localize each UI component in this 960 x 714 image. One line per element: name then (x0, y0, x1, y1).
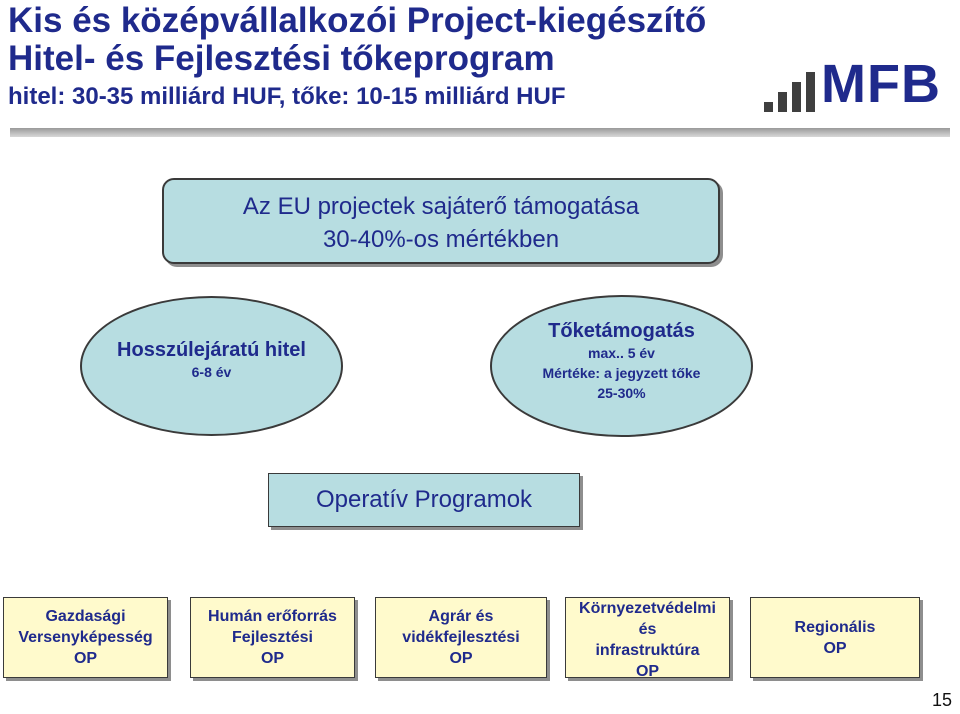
eu-support-line2: 30-40%-os mértékben (322, 226, 560, 253)
program-line: Környezetvédelmi (579, 600, 716, 617)
slide-title-line1: Kis és középvállalkozói Project-kiegészítő (8, 1, 707, 40)
logo-bar-3 (792, 82, 801, 112)
program-line: OP (260, 650, 285, 667)
mfb-logo (764, 54, 960, 114)
equity-support-detail3: 25-30% (597, 385, 646, 401)
long-term-loan-ellipse (80, 296, 343, 436)
logo-bar-1 (764, 102, 773, 112)
header-divider (10, 128, 950, 137)
program-line: és (638, 621, 657, 638)
program-line: infrastruktúra (595, 642, 700, 659)
program-line: OP (823, 639, 847, 657)
program-box-human-resources (190, 597, 355, 678)
program-line: Agrár és (428, 608, 494, 625)
program-line: Versenyképesség (18, 629, 153, 646)
eu-support-line1: Az EU projectek sajáterő támogatása (242, 193, 640, 220)
operative-programs-box: Operatív Programok (268, 473, 580, 527)
logo-bar-2 (778, 92, 787, 112)
program-box-regional (750, 597, 920, 678)
program-line: Gazdasági (45, 608, 126, 625)
program-box-environment (565, 597, 730, 678)
equity-support-ellipse (490, 295, 753, 437)
program-line: vidékfejlesztési (402, 629, 520, 646)
program-box-agriculture (375, 597, 547, 678)
program-line: Fejlesztési (232, 629, 313, 646)
program-box-economic (3, 597, 168, 678)
eu-support-box (162, 178, 720, 264)
long-term-loan-detail: 6-8 év (191, 364, 232, 380)
equity-support-title: Tőketámogatás (548, 320, 695, 342)
slide-title-line2: Hitel- és Fejlesztési tőkeprogram (8, 39, 555, 78)
program-line: OP (635, 663, 660, 680)
program-line: Humán erőforrás (208, 608, 337, 625)
logo-text: MFB (821, 54, 941, 114)
logo-bar-4 (806, 72, 815, 112)
program-line: OP (73, 650, 98, 667)
long-term-loan-title: Hosszúlejáratú hitel (117, 339, 306, 361)
equity-support-detail1: max.. 5 év (588, 345, 655, 361)
page-number: 15 (931, 690, 952, 710)
equity-support-detail2: Mértéke: a jegyzett tőke (542, 365, 701, 381)
slide-subtitle: hitel: 30-35 milliárd HUF, tőke: 10-15 milliárd HUF (8, 83, 566, 110)
program-line: OP (449, 650, 473, 667)
program-line: Regionális (794, 618, 876, 636)
